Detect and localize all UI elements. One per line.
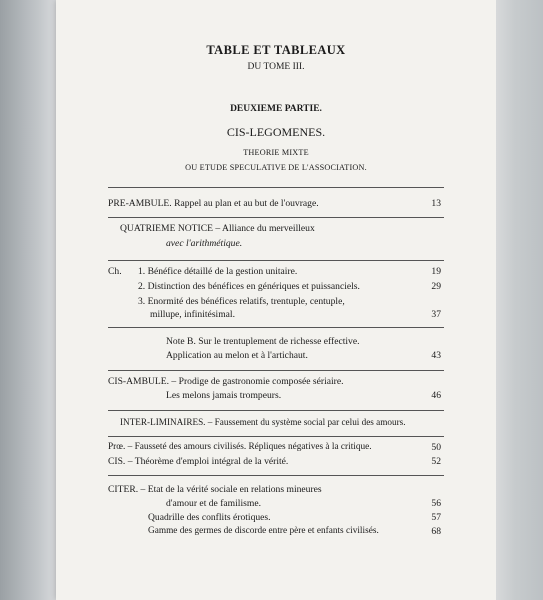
page-number: 56 <box>431 498 441 509</box>
divider <box>108 436 444 437</box>
divider <box>108 475 444 476</box>
page-number: 29 <box>431 281 441 292</box>
page-title: TABLE ET TABLEAUX <box>206 43 346 57</box>
page-number: 43 <box>431 350 441 361</box>
page-subtitle: DU TOME III. <box>247 62 305 72</box>
page-number: 68 <box>431 526 441 537</box>
part-heading: DEUXIEME PARTIE. <box>230 104 322 114</box>
entry-notice-line1: QUATRIEME NOTICE – Alliance du merveilleux <box>120 223 315 234</box>
page-number: 46 <box>431 390 441 401</box>
section-heading: CIS-LEGOMENES. <box>226 125 326 139</box>
entry-ch1: 1. Bénéfice détaillé de la gestion unitaire. <box>138 266 298 277</box>
page-number: 19 <box>431 266 441 277</box>
theory-subheading: OU ETUDE SPECULATIVE DE L'ASSOCIATION. <box>185 163 367 172</box>
right-page-edge <box>496 0 543 600</box>
divider <box>108 217 444 218</box>
page-number: 50 <box>431 442 441 453</box>
divider <box>108 410 444 411</box>
entry-notice-line2: avec l'arithmétique. <box>166 238 243 249</box>
theory-heading: THEORIE MIXTE <box>243 148 309 157</box>
entry-cis-theorem: CIS. – Théorème d'emploi intégral de la vérité. <box>108 456 289 467</box>
entry-cisambule-line2: Les melons jamais trompeurs. <box>166 390 282 401</box>
divider <box>108 260 444 261</box>
entry-citer-line4: Gamme des germes de discorde entre père et enfants civilisés. <box>148 526 379 536</box>
page-number: 52 <box>431 456 441 467</box>
entry-noteb-line2: Application au melon et à l'artichaut. <box>166 350 308 361</box>
entry-citer-line1: CITER. – Etat de la vérité sociale en relations mineures <box>108 484 322 495</box>
entry-citer-line3: Quadrille des conflits érotiques. <box>148 512 271 523</box>
entry-ch2: 2. Distinction des bénéfices en génériques et puissanciels. <box>138 281 360 292</box>
entry-cisambule-line1: CIS-AMBULE. – Prodige de gastronomie composée sériaire. <box>108 376 344 387</box>
entry-ch3-line2: millupe, infinitésimal. <box>150 309 235 320</box>
left-page-edge <box>0 0 56 600</box>
page-number: 37 <box>431 309 441 320</box>
chapter-label: Ch. <box>108 266 122 277</box>
entry-noteb-line1: Note B. Sur le trentuplement de richesse effective. <box>166 336 360 347</box>
entry-interliminaires: INTER-LIMINAIRES. – Faussement du système social par celui des amours. <box>120 417 406 427</box>
entry-preambule: PRE-AMBULE. Rappel au plan et au but de l'ouvrage. <box>108 198 319 209</box>
divider <box>108 187 444 188</box>
entry-ch3-line1: 3. Enormité des bénéfices relatifs, trentuple, centuple, <box>138 296 345 307</box>
divider <box>108 370 444 371</box>
entry-citer-line2: d'amour et de familisme. <box>166 498 261 509</box>
page-number: 13 <box>431 198 441 209</box>
entry-proe: Prœ. – Fausseté des amours civilisés. Répliques négatives à la critique. <box>108 442 372 452</box>
divider <box>108 327 444 328</box>
page-number: 57 <box>431 512 441 523</box>
